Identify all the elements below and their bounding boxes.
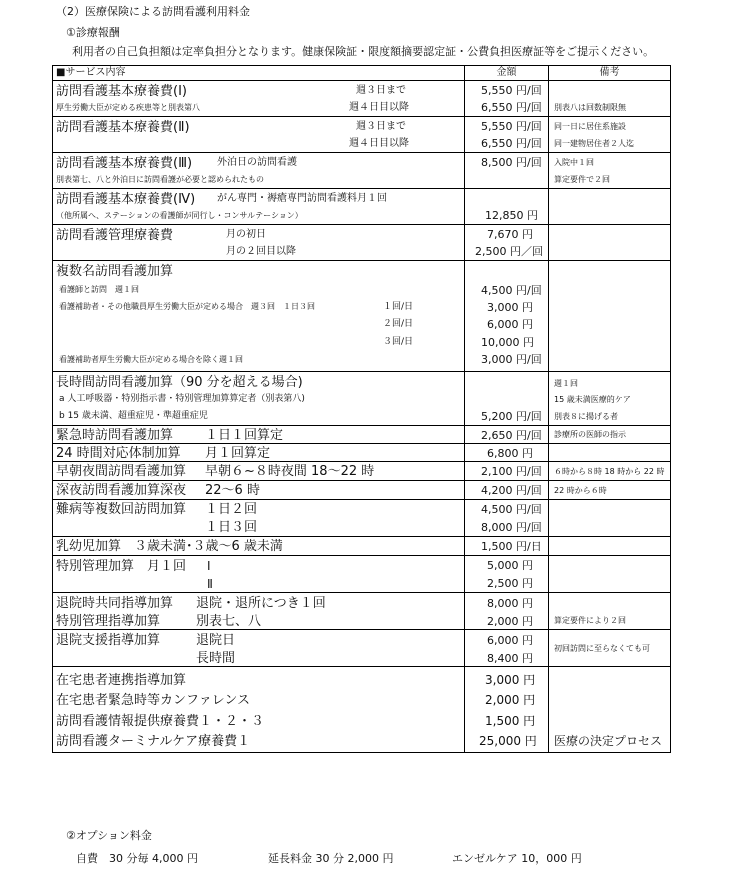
- row-amount: 8,000 円: [487, 597, 533, 610]
- row-title: 訪問看護基本療養費(Ⅲ): [56, 156, 193, 171]
- row-title: 複数名訪問看護加算: [56, 264, 174, 279]
- row-amount: 10,000 円: [481, 336, 534, 349]
- row-title: 深夜訪問看護加算深夜: [56, 483, 187, 498]
- subsection-title: ①診療報酬: [66, 26, 120, 39]
- row-title: 退院支援指導加算: [56, 633, 161, 648]
- row-condition: Ⅰ: [207, 559, 211, 573]
- row-title: 訪問看護基本療養費(Ⅳ): [56, 192, 196, 207]
- row-title: 乳幼児加算 ３歳未満･３歳～6 歳未満: [56, 539, 283, 554]
- row-note: 同一建物居住者２人迄: [554, 139, 634, 148]
- row-title: 訪問看護管理療養費: [56, 228, 174, 243]
- row-amount: 2,500 円／回: [475, 245, 543, 258]
- row-note: 別表八は回数制限無: [554, 103, 626, 112]
- row-title-note: 外泊日の訪問看護: [217, 157, 297, 168]
- row-frequency: １回/日: [383, 302, 414, 312]
- row-amount: 2,000 円: [485, 693, 536, 707]
- row-title: 訪問看護基本療養費(Ⅱ): [56, 120, 190, 135]
- row-amount: 3,000 円/回: [481, 353, 542, 366]
- row-title: 長時間訪問看護加算（90 分を超える場合): [56, 375, 303, 390]
- row-condition: 22～6 時: [205, 483, 260, 498]
- row-amount: 6,550 円/回: [481, 137, 542, 150]
- row-subtext: 厚生労働大臣が定める疾患等と別表第八: [56, 103, 200, 112]
- row-title: 特別管理指導加算: [56, 614, 161, 629]
- row-amount: 8,400 円: [487, 652, 533, 665]
- row-title: 早朝夜間訪問看護加算: [56, 464, 187, 479]
- row-subtext: 看護師と訪問 週１回: [59, 285, 139, 294]
- table-row: [53, 500, 671, 537]
- row-subtext: 看護補助者厚生労働大臣が定める場合を除く週１回: [59, 355, 243, 364]
- row-condition: 月の２回目以降: [226, 246, 296, 257]
- table-row: [53, 630, 671, 667]
- row-condition: 退院・退所につき１回: [196, 596, 326, 611]
- row-condition: 月の初日: [226, 229, 266, 240]
- table-row: [53, 667, 671, 753]
- row-amount: 6,000 円: [487, 634, 533, 647]
- table-row: [53, 81, 671, 117]
- table-row: [53, 117, 671, 153]
- row-subtext: 看護補助者・その他職員厚生労働大臣が定める場合 週３回 １日３回: [59, 302, 315, 311]
- row-note: 15 歳未満医療的ケア: [554, 395, 631, 404]
- row-condition: １日３回: [205, 520, 258, 535]
- row-subtext: 別表第七、八と外泊日に訪問看護が必要と認められたもの: [56, 175, 264, 184]
- row-amount: 4,500 円/回: [481, 284, 542, 297]
- row-amount: 2,100 円/回: [481, 465, 542, 478]
- row-title: 在宅患者緊急時等カンファレンス: [56, 693, 251, 708]
- row-condition: 週４日目以降: [349, 138, 409, 149]
- options-title: ②オプション料金: [66, 829, 152, 842]
- row-note: ６時から８時 18 時から 22 時: [554, 467, 665, 476]
- table-row: [53, 556, 671, 593]
- row-condition: 別表七、八: [196, 614, 262, 629]
- row-amount: 8,000 円/回: [481, 521, 542, 534]
- row-amount: 1,500 円: [485, 714, 536, 728]
- row-condition: 退院日: [196, 633, 236, 648]
- row-note: 初回訪問に至らなくても可: [554, 644, 650, 653]
- header-amount: 金額: [496, 67, 517, 78]
- row-note: 同一日に居住系施設: [554, 122, 626, 131]
- row-condition: Ⅱ: [207, 577, 213, 591]
- row-title: 緊急時訪問看護加算: [56, 428, 174, 443]
- row-frequency: ３回/日: [383, 337, 414, 347]
- row-amount: 3,000 円: [487, 301, 533, 314]
- row-title: 特別管理加算 月１回: [56, 559, 187, 574]
- row-amount: 8,500 円/回: [481, 156, 542, 169]
- row-amount: 3,000 円: [485, 673, 536, 687]
- table-row: [53, 444, 671, 462]
- row-subtext: （他所属へ、ステーションの看護師が同行し・コンサルテーション）: [56, 211, 303, 220]
- table-row: [53, 593, 671, 630]
- fee-table: [52, 65, 671, 753]
- row-condition: 長時間: [196, 651, 236, 666]
- row-note: 算定要件で２回: [554, 175, 610, 184]
- section-title: （2）医療保険による訪問看護利用料金: [56, 5, 250, 18]
- table-row: [53, 462, 671, 481]
- table-header-row: [53, 66, 671, 81]
- row-note: 医療の決定プロセス: [554, 734, 663, 748]
- row-amount: 5,550 円/回: [481, 84, 542, 97]
- option-angel-care: エンゼルケア 10，000 円: [452, 852, 582, 865]
- row-note: 週１回: [554, 379, 578, 388]
- row-amount: 4,500 円/回: [481, 503, 542, 516]
- table-row: [53, 153, 671, 189]
- row-amount: 25,000 円: [479, 734, 537, 748]
- row-title: 在宅患者連携指導加算: [56, 673, 187, 688]
- intro-text: 利用者の自己負担額は定率負担分となります。健康保険証・限度額摘要認定証・公費負担医療証等をご提示ください。: [72, 45, 655, 58]
- row-amount: 6,550 円/回: [481, 101, 542, 114]
- row-condition: 早朝６~８時夜間 18～22 時: [205, 464, 375, 479]
- row-title-note: がん専門・褥瘡専門訪問看護料月１回: [217, 193, 387, 204]
- row-title: 難病等複数回訪問加算: [56, 502, 187, 517]
- row-amount: 4,200 円/回: [481, 484, 542, 497]
- row-frequency: ２回/日: [383, 319, 414, 329]
- table-row: [53, 225, 671, 261]
- row-condition: １日２回: [205, 502, 258, 517]
- row-amount: 2,500 円: [487, 577, 533, 590]
- row-amount: 7,670 円: [487, 228, 533, 241]
- row-note: 入院中１回: [554, 158, 594, 167]
- option-extension: 延長料金 30 分 2,000 円: [268, 852, 394, 865]
- row-amount: 2,650 円/回: [481, 429, 542, 442]
- row-condition: 週３日まで: [356, 121, 406, 132]
- row-amount: 5,000 円: [487, 559, 533, 572]
- row-amount: 6,800 円: [487, 447, 533, 460]
- row-subtext: b 15 歳未満、超重症児・準超重症児: [59, 411, 208, 421]
- table-row: [53, 372, 671, 426]
- row-condition: 週３日まで: [356, 85, 406, 96]
- row-subtext: a 人工呼吸器・特別指示書・特別管理加算算定者（別表第八): [59, 394, 305, 404]
- row-condition: １日１回算定: [205, 428, 284, 443]
- row-amount: 5,550 円/回: [481, 120, 542, 133]
- table-row: [53, 261, 671, 372]
- row-title: 訪問看護情報提供療養費１・２・３: [56, 714, 265, 729]
- row-title: 退院時共同指導加算: [56, 596, 174, 611]
- row-amount: 12,850 円: [485, 209, 538, 222]
- row-note: 22 時から６時: [554, 486, 607, 495]
- table-row: [53, 537, 671, 556]
- row-title: 訪問看護基本療養費(Ⅰ): [56, 84, 187, 99]
- row-amount: 6,000 円: [487, 318, 533, 331]
- table-row: [53, 481, 671, 500]
- row-condition: 月１回算定: [205, 446, 271, 461]
- header-notes: 備考: [599, 67, 620, 78]
- option-self-pay: 自費 30 分毎 4,000 円: [76, 852, 198, 865]
- table-row: [53, 189, 671, 225]
- row-title: 24 時間対応体制加算: [56, 446, 181, 461]
- row-amount: 5,200 円/回: [481, 410, 542, 423]
- row-title: 訪問看護ターミナルケア療養費１: [56, 734, 251, 749]
- row-note: 算定要件により２回: [554, 616, 626, 625]
- row-note: 診療所の医師の指示: [554, 430, 626, 439]
- row-condition: 週４日目以降: [349, 102, 409, 113]
- row-note: 別表８に揚げる者: [554, 412, 618, 421]
- row-amount: 2,000 円: [487, 615, 533, 628]
- header-service: ■サービス内容: [56, 67, 126, 78]
- row-amount: 1,500 円/日: [481, 540, 542, 553]
- table-row: [53, 426, 671, 444]
